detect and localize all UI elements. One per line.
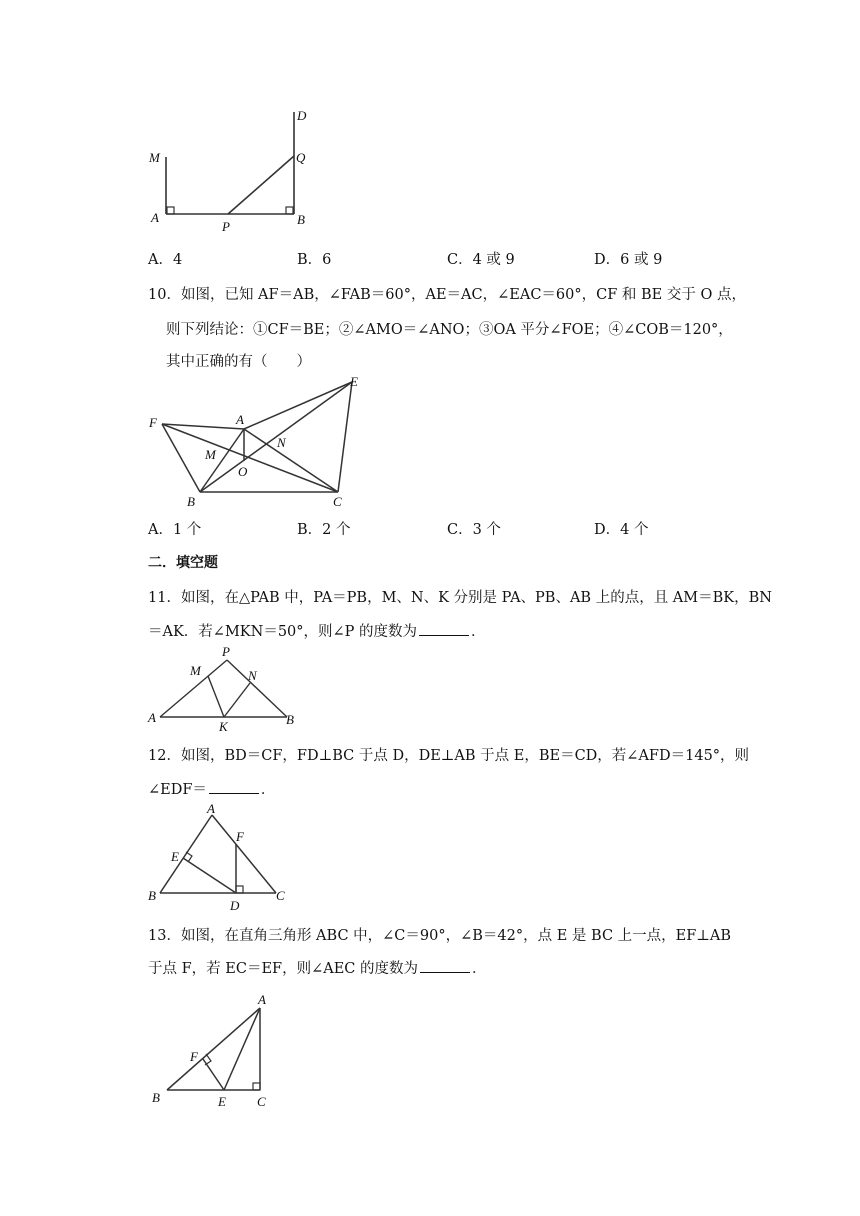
q10-label-c: C bbox=[333, 494, 342, 509]
q10-option-c: C．3 个 bbox=[447, 522, 501, 538]
q13-answer-blank[interactable] bbox=[420, 960, 470, 973]
q10-label-a: A bbox=[236, 412, 244, 427]
q9-option-a: A．4 bbox=[148, 252, 183, 268]
q12-label-f: F bbox=[236, 829, 244, 844]
q12-label-c: C bbox=[276, 888, 285, 903]
q12-answer-blank[interactable] bbox=[209, 781, 259, 794]
q9-figure bbox=[140, 100, 330, 240]
q9-label-p: P bbox=[222, 219, 230, 234]
q10-question-line-1: 10．如图，已知 AF＝AB，∠FAB＝60°，AE＝AC，∠EAC＝60°，CF 和 BE 交于 O 点， bbox=[148, 287, 746, 303]
q11-label-k: K bbox=[219, 719, 228, 734]
q10-label-f: F bbox=[149, 415, 157, 430]
q12-line-2-text: ∠EDF＝ bbox=[148, 782, 207, 798]
q11-figure bbox=[140, 642, 310, 734]
q10-label-b: B bbox=[187, 494, 195, 509]
q9-label-q: Q bbox=[296, 150, 306, 165]
q12-label-a: A bbox=[207, 801, 215, 816]
q9-option-c: C．4 或 9 bbox=[447, 252, 515, 268]
q11-label-a: A bbox=[148, 710, 156, 725]
q11-label-m: M bbox=[190, 663, 201, 678]
q13-label-b: B bbox=[152, 1090, 160, 1105]
q11-answer-blank[interactable] bbox=[419, 623, 469, 636]
q12-figure bbox=[140, 800, 300, 915]
q11-label-b: B bbox=[286, 712, 294, 727]
q11-line-2-end: ． bbox=[471, 624, 486, 640]
q11-label-n: N bbox=[248, 668, 257, 683]
q10-question-line-2: 则下列结论：①CF＝BE；②∠AMO＝∠ANO；③OA 平分∠FOE；④∠COB＝120°， bbox=[166, 322, 733, 338]
q10-question-line-3: 其中正确的有（ ） bbox=[166, 354, 311, 370]
q10-option-d: D．4 个 bbox=[594, 522, 649, 538]
section-title: 二．填空题 bbox=[148, 555, 218, 571]
q10-option-a: A．1 个 bbox=[148, 522, 202, 538]
q12-line-2-end: ． bbox=[260, 782, 276, 798]
q10-label-e: E bbox=[350, 374, 358, 389]
q10-label-n: N bbox=[277, 435, 286, 450]
q11-line-2-text: ＝AK．若∠MKN＝50°，则∠P 的度数为 bbox=[148, 624, 418, 640]
q12-question-line-2 bbox=[148, 778, 275, 799]
q13-label-a: A bbox=[258, 992, 266, 1007]
q13-label-c: C bbox=[257, 1094, 266, 1109]
q13-figure bbox=[140, 988, 290, 1113]
q13-line-2-end: ． bbox=[472, 961, 487, 977]
q11-question-line-1: 11．如图，在△PAB 中，PA＝PB，M、N、K 分别是 PA、PB、AB 上的点，且 AM＝BK，BN bbox=[148, 590, 772, 606]
q9-option-b: B．6 bbox=[297, 252, 332, 268]
q10-label-o: O bbox=[238, 464, 248, 479]
q9-label-a: A bbox=[151, 210, 159, 225]
q11-question-line-2 bbox=[148, 620, 486, 641]
q13-label-e: E bbox=[218, 1094, 226, 1109]
q9-label-d: D bbox=[297, 108, 307, 123]
q12-label-b: B bbox=[148, 888, 156, 903]
q13-line-2-text: 于点 F，若 EC＝EF，则∠AEC 的度数为 bbox=[148, 961, 419, 977]
q12-label-d: D bbox=[230, 898, 240, 913]
q13-label-f: F bbox=[190, 1049, 198, 1064]
q12-label-e: E bbox=[171, 849, 179, 864]
q10-figure bbox=[140, 372, 380, 512]
q10-label-m: M bbox=[205, 447, 216, 462]
q13-question-line-1: 13．如图，在直角三角形 ABC 中，∠C＝90°，∠B＝42°，点 E 是 BC 上一点，EF⊥AB bbox=[148, 928, 732, 944]
q9-option-d: D．6 或 9 bbox=[594, 252, 663, 268]
q13-question-line-2 bbox=[148, 957, 487, 978]
q9-label-m: M bbox=[149, 150, 160, 165]
q10-option-b: B．2 个 bbox=[297, 522, 351, 538]
q12-question-line-1: 12．如图，BD＝CF，FD⊥BC 于点 D，DE⊥AB 于点 E，BE＝CD，若∠AFD＝145°，则 bbox=[148, 748, 750, 764]
q9-label-b: B bbox=[297, 212, 305, 227]
q11-label-p: P bbox=[222, 644, 230, 659]
